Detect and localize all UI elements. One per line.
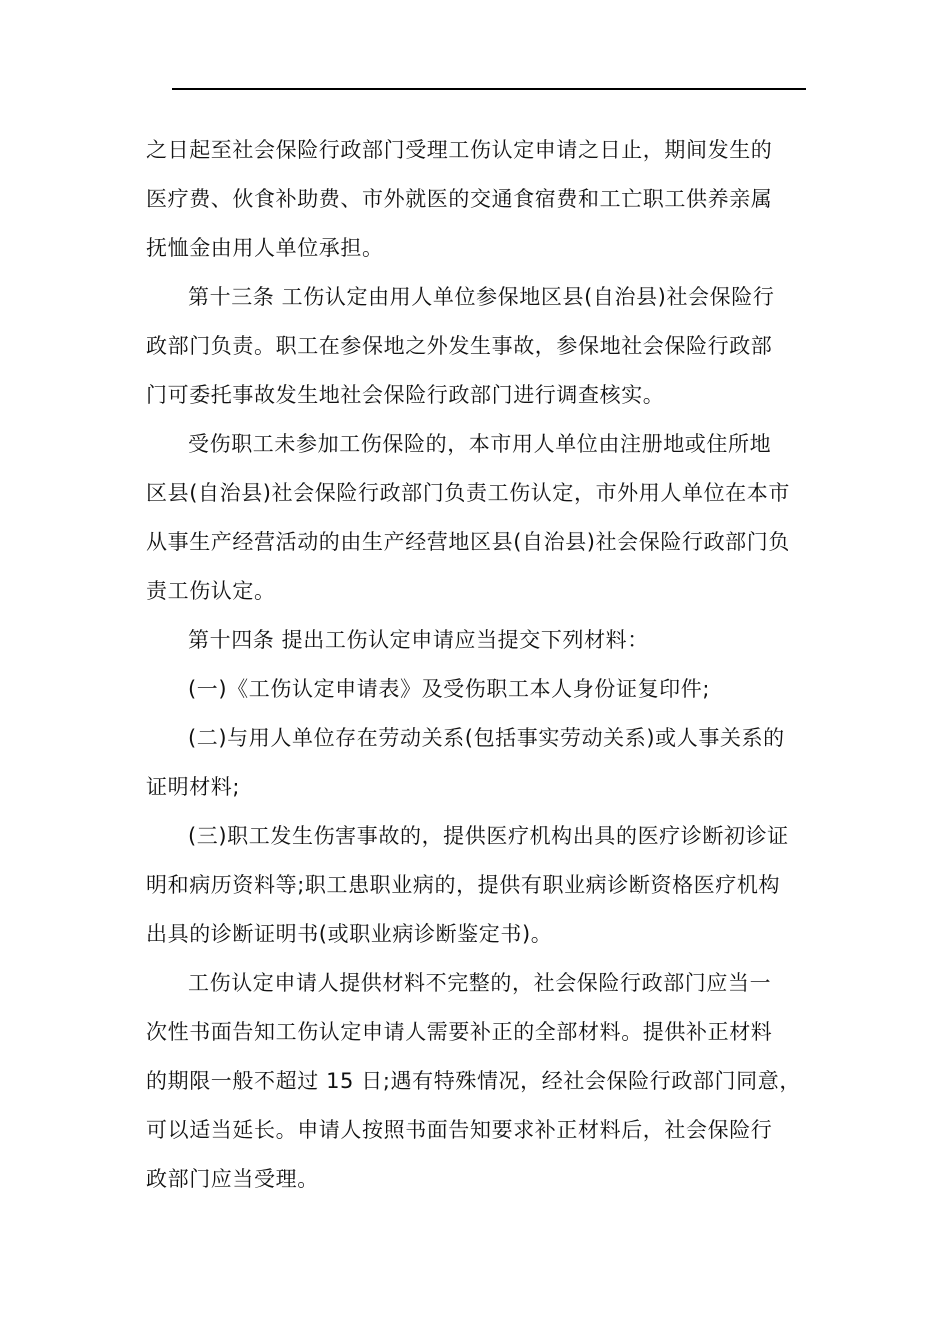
- text-line: 出具的诊断证明书(或职业病诊断鉴定书)。: [146, 922, 553, 946]
- text-line: 政部门应当受理。: [146, 1167, 319, 1191]
- text-line: 门可委托事故发生地社会保险行政部门进行调查核实。: [146, 383, 665, 407]
- text-line: 政部门负责。职工在参保地之外发生事故，参保地社会保险行政部: [146, 334, 773, 358]
- text-line: 第十四条 提出工伤认定申请应当提交下列材料：: [188, 628, 649, 652]
- text-line: 责工伤认定。: [146, 579, 276, 603]
- text-line: 的期限一般不超过 15 日;遇有特殊情况，经社会保险行政部门同意，: [146, 1069, 801, 1093]
- text-line: 工伤认定申请人提供材料不完整的，社会保险行政部门应当一: [188, 971, 772, 995]
- text-line: 可以适当延长。申请人按照书面告知要求补正材料后，社会保险行: [146, 1118, 773, 1142]
- text-line: 受伤职工未参加工伤保险的，本市用人单位由注册地或住所地: [188, 432, 772, 456]
- text-line: (二)与用人单位存在劳动关系(包括事实劳动关系)或人事关系的: [188, 726, 785, 750]
- text-line: 第十三条 工伤认定由用人单位参保地区县(自治县)社会保险行: [188, 285, 775, 309]
- list-item-2: [146, 714, 810, 812]
- text-line: 医疗费、伙食补助费、市外就医的交通食宿费和工亡职工供养亲属: [146, 187, 773, 211]
- text-line: 明和病历资料等;职工患职业病的，提供有职业病诊断资格医疗机构: [146, 873, 781, 897]
- paragraph-article-13: [146, 273, 810, 420]
- list-item-1: [146, 665, 810, 714]
- paragraph-article-14: [146, 616, 810, 665]
- text-line: 之日起至社会保险行政部门受理工伤认定申请之日止，期间发生的: [146, 138, 773, 162]
- text-line: 抚恤金由用人单位承担。: [146, 236, 384, 260]
- paragraph-1: [146, 126, 810, 273]
- text-line: 从事生产经营活动的由生产经营地区县(自治县)社会保险行政部门负: [146, 530, 790, 554]
- text-line: 次性书面告知工伤认定申请人需要补正的全部材料。提供补正材料: [146, 1020, 773, 1044]
- document-body: [146, 126, 810, 1204]
- list-item-3: [146, 812, 810, 959]
- text-line: 区县(自治县)社会保险行政部门负责工伤认定，市外用人单位在本市: [146, 481, 790, 505]
- text-line: (三)职工发生伤害事故的，提供医疗机构出具的医疗诊断初诊证: [188, 824, 789, 848]
- paragraph-incomplete-materials: [146, 959, 810, 1204]
- paragraph-uninsured: [146, 420, 810, 616]
- text-line: (一)《工伤认定申请表》及受伤职工本人身份证复印件;: [188, 677, 711, 701]
- header-rule: [172, 88, 806, 90]
- text-line: 证明材料;: [146, 775, 241, 799]
